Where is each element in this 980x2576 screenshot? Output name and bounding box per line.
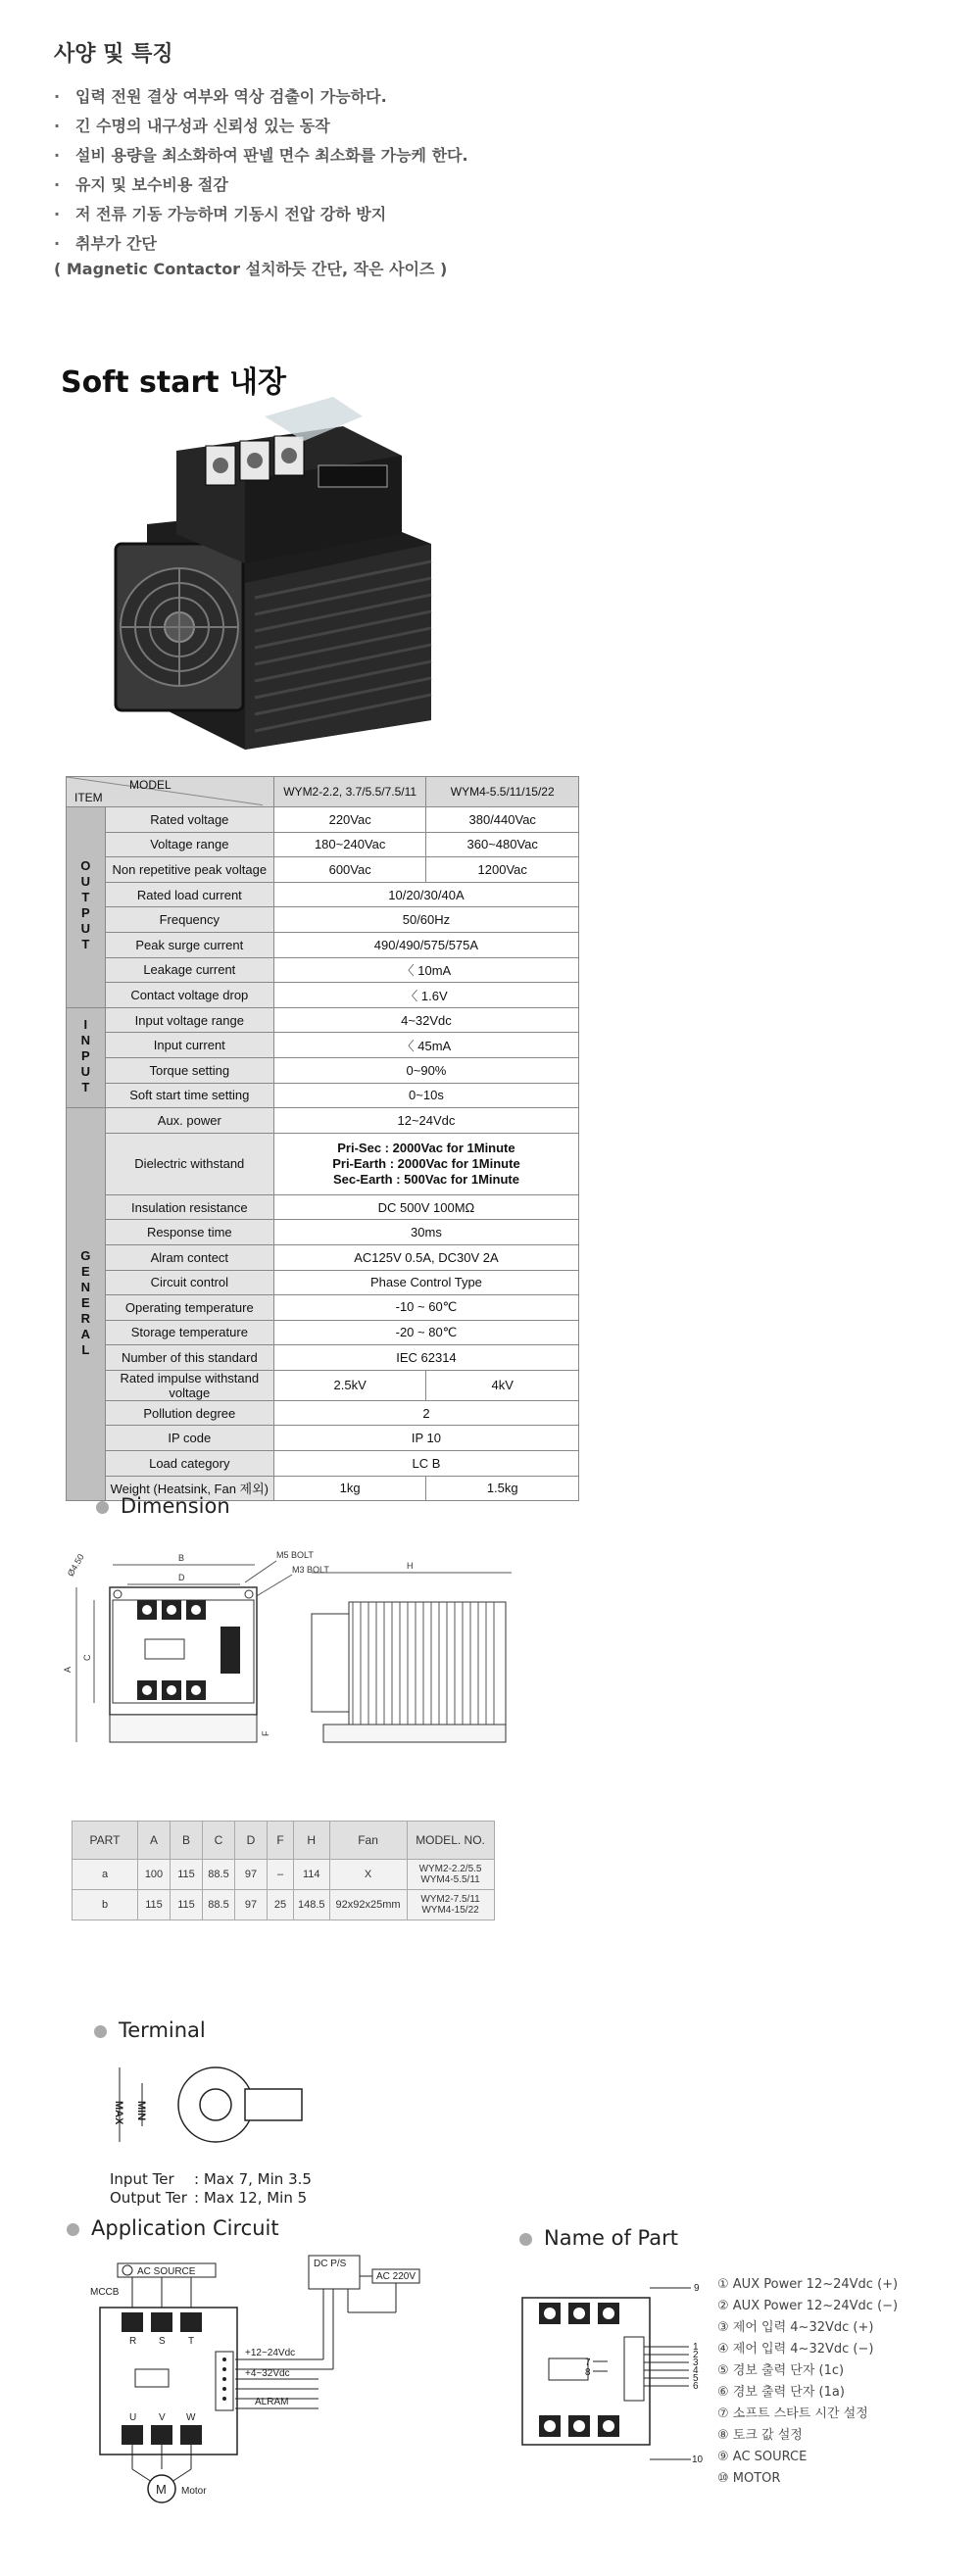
spec-value: 180~240Vac [273,832,426,857]
part-name-item: ④ 제어 입력 4~32Vdc (−) [717,2342,874,2357]
model-a-header: WYM2-2.2, 3.7/5.5/7.5/11 [273,777,426,807]
terminal-input-row [110,2170,312,2189]
spec-item: Insulation resistance [105,1194,273,1220]
dim-label-h: H [407,1561,414,1571]
spec-row [67,1320,579,1345]
terminal-r: R [129,2336,137,2347]
spec-value: 10/20/30/40A [273,882,578,907]
group-general-label: GENERAL [77,1247,93,1358]
dim-cell: 114 [294,1860,330,1890]
group-output [67,807,106,1008]
dim-cell: 115 [171,1890,203,1920]
callout-6: 6 [693,2381,699,2392]
group-output-label: OUTPUT [77,858,93,953]
feature-item [54,170,468,200]
feature-item [54,82,468,112]
feature-text: 취부가 간단 [75,234,157,253]
spec-row [67,1220,579,1245]
spec-corner-cell [67,777,274,807]
model-b-header: WYM4-5.5/11/15/22 [426,777,579,807]
dim-header: PART [73,1822,138,1860]
spec-value: 220Vac [273,807,426,833]
dim-header: MODEL. NO. [407,1822,494,1860]
part-names-list [717,2274,898,2490]
features-title: 사양 및 특징 [54,42,173,67]
spec-row [67,1295,579,1321]
dim-row [73,1890,495,1920]
spec-item: Peak surge current [105,932,273,957]
spec-row [67,1083,579,1108]
feature-text: 긴 수명의 내구성과 신뢰성 있는 동작 [75,117,330,135]
part-name-item: ① AUX Power 12~24Vdc (+) [717,2277,899,2292]
spec-row [67,1108,579,1134]
dim-cell: 97 [235,1860,268,1890]
spec-value: 〈 1.6V [273,983,578,1008]
dim-cell: 25 [268,1890,294,1920]
spec-item: Operating temperature [105,1295,273,1321]
dielectric-line: Pri-Sec : 2000Vac for 1Minute [337,1140,515,1155]
bullet-icon [94,2025,107,2038]
terminal-min-label: MIN [135,2101,147,2121]
spec-item: Storage temperature [105,1320,273,1345]
spec-value: IEC 62314 [273,1345,578,1371]
dim-header: B [171,1822,203,1860]
spec-value [273,1133,578,1194]
model-no: WYM2-7.5/11 [420,1894,480,1905]
application-title: Application Circuit [91,2216,279,2240]
dim-cell [407,1890,494,1920]
header-model-label: MODEL [129,778,172,792]
part-name-item: ③ 제어 입력 4~32Vdc (+) [717,2320,874,2335]
name-of-part-title: Name of Part [544,2226,679,2250]
terminal-output-label: Output Ter [110,2189,187,2207]
dim-cell: 115 [171,1860,203,1890]
spec-row [67,807,579,833]
spec-row [67,932,579,957]
application-circuit [88,2254,441,2508]
spec-item: Leakage current [105,957,273,983]
part-name-item: ⑧ 토크 값 설정 [717,2428,803,2443]
spec-value: -20 ~ 80℃ [273,1320,578,1345]
terminal-input-label: Input Ter [110,2170,174,2188]
features-list [54,82,468,259]
part-name-item: ⑩ MOTOR [717,2471,781,2486]
spec-item: Rated impulse withstand voltage [105,1370,273,1400]
dim-label-hole: Ø4.50 [65,1552,86,1579]
spec-row [67,1033,579,1058]
spec-value: 〈 45mA [273,1033,578,1058]
feature-text: 입력 전원 결상 여부와 역상 검출이 가능하다. [75,87,387,106]
spec-row [67,1451,579,1477]
spec-value: DC 500V 100MΩ [273,1194,578,1220]
spec-value: -10 ~ 60℃ [273,1295,578,1321]
dim-label-a: A [63,1666,73,1673]
callout-1: 1 [693,2342,699,2353]
model-no: WYM4-15/22 [421,1905,479,1916]
callout-4: 4 [693,2365,699,2376]
ac220-label: AC 220V [376,2271,416,2282]
dim-header-row [73,1822,495,1860]
dim-label-m5: M5 BOLT [276,1550,314,1560]
spec-value: 2.5kV [273,1370,426,1400]
spec-row [67,957,579,983]
dimension-drawing [59,1543,539,1778]
spec-item: Torque setting [105,1057,273,1083]
spec-item: Input voltage range [105,1007,273,1033]
ctrl-label: +4~32Vdc [245,2368,290,2379]
dim-cell: 88.5 [203,1890,235,1920]
dim-header: A [138,1822,171,1860]
bullet-icon [96,1501,109,1514]
group-input [67,1007,106,1107]
spec-row [67,882,579,907]
callout-2: 2 [693,2350,699,2360]
model-no: WYM2-2.2/5.5 [418,1864,482,1874]
feature-text: 설비 용량을 최소화하여 판넬 면수 최소화를 가능케 한다. [75,146,468,165]
spec-value: 600Vac [273,857,426,883]
callout-9: 9 [694,2283,700,2294]
knob-8-label: 8 [585,2367,591,2378]
spec-item: Pollution degree [105,1400,273,1426]
dim-header: C [203,1822,235,1860]
spec-row [67,1194,579,1220]
dim-cell: 148.5 [294,1890,330,1920]
terminal-input-value: : Max 7, Min 3.5 [194,2170,312,2188]
spec-value: IP 10 [273,1426,578,1451]
spec-item: Frequency [105,907,273,933]
dim-label-m3: M3 BOLT [292,1565,329,1575]
spec-row [67,1057,579,1083]
dim-cell: 100 [138,1860,171,1890]
dim-cell: a [73,1860,138,1890]
dim-row [73,1860,495,1890]
name-of-part-drawing [514,2278,710,2474]
spec-item: Load category [105,1451,273,1477]
spec-header-row [67,777,579,807]
product-photo [108,397,461,769]
dim-label-f: F [261,1730,270,1736]
application-heading [67,2216,279,2240]
terminal-output-row [110,2189,312,2208]
spec-item: Number of this standard [105,1345,273,1371]
terminal-v: V [159,2412,166,2423]
terminal-output-value: : Max 12, Min 5 [194,2189,308,2207]
spec-value: 2 [273,1400,578,1426]
softstart-title: Soft start 내장 [61,365,287,400]
spec-row [67,1370,579,1400]
spec-value: LC B [273,1451,578,1477]
feature-text: 유지 및 보수비용 절감 [75,175,228,194]
terminal-title: Terminal [119,2018,206,2042]
group-general [67,1108,106,1501]
dielectric-line: Pri-Earth : 2000Vac for 1Minute [332,1155,520,1171]
spec-item: Rated voltage [105,807,273,833]
group-input-label: INPUT [77,1016,93,1095]
bullet-icon: · [54,175,61,194]
callout-3: 3 [693,2357,699,2368]
spec-item: Non repetitive peak voltage [105,857,273,883]
spec-value: AC125V 0.5A, DC30V 2A [273,1244,578,1270]
spec-row [67,983,579,1008]
dim-header: D [235,1822,268,1860]
dim-cell: 97 [235,1890,268,1920]
spec-row [67,1426,579,1451]
spec-table [66,776,579,1501]
spec-item: Response time [105,1220,273,1245]
spec-row [67,1400,579,1426]
spec-value: 12~24Vdc [273,1108,578,1134]
spec-value: 1200Vac [426,857,579,883]
ac-source-label: AC SOURCE [137,2266,196,2277]
spec-row [67,857,579,883]
dim-cell: b [73,1890,138,1920]
terminal-s: S [159,2336,166,2347]
spec-value: 0~90% [273,1057,578,1083]
spec-value: 4kV [426,1370,579,1400]
terminal-w: W [186,2412,196,2423]
dim-header: H [294,1822,330,1860]
dim-cell: 88.5 [203,1860,235,1890]
model-no: WYM4-5.5/11 [420,1874,480,1885]
dimension-heading [96,1494,230,1518]
part-name-item: ⑤ 경보 출력 단자 (1c) [717,2363,845,2378]
spec-item: Aux. power [105,1108,273,1134]
dim-label-d: D [178,1573,185,1582]
spec-item: Contact voltage drop [105,983,273,1008]
spec-value: 1.5kg [426,1476,579,1501]
terminal-t: T [188,2336,195,2347]
dim-header: Fan [329,1822,407,1860]
knob-7-label: 7 [585,2357,591,2368]
terminal-max-label: MAX [113,2101,124,2125]
spec-value: Phase Control Type [273,1270,578,1295]
bullet-icon: · [54,234,61,253]
dimension-title: Dimension [121,1494,230,1518]
feature-item [54,112,468,141]
callout-10: 10 [692,2454,704,2465]
spec-item: Voltage range [105,832,273,857]
bullet-icon [67,2223,79,2236]
spec-value: 1kg [273,1476,426,1501]
dim-cell: – [268,1860,294,1890]
terminal-drawing [108,2056,314,2154]
spec-item: IP code [105,1426,273,1451]
feature-item [54,200,468,229]
dim-cell: 115 [138,1890,171,1920]
feature-item [54,141,468,170]
dim-label-b: B [178,1553,185,1563]
part-name-item: ⑨ AC SOURCE [717,2450,808,2464]
spec-row [67,1133,579,1194]
spec-item: Dielectric withstand [105,1133,273,1194]
dcps-label: DC P/S [314,2259,347,2269]
spec-row [67,1345,579,1371]
terminal-u: U [129,2412,137,2423]
spec-value: 50/60Hz [273,907,578,933]
spec-item: Soft start time setting [105,1083,273,1108]
part-name-item: ⑦ 소프트 스타트 시간 설정 [717,2406,868,2421]
dimension-table [72,1821,495,1920]
alarm-label: ALRAM [255,2397,289,2407]
spec-item: Rated load current [105,882,273,907]
terminal-heading [94,2018,206,2042]
spec-value: 0~10s [273,1083,578,1108]
dim-cell [407,1860,494,1890]
dim-label-c: C [82,1654,92,1661]
bullet-icon: · [54,205,61,223]
spec-item: Alram contect [105,1244,273,1270]
part-name-item: ⑥ 경보 출력 단자 (1a) [717,2385,845,2400]
dim-header: F [268,1822,294,1860]
name-of-part-heading [519,2226,678,2250]
dielectric-line: Sec-Earth : 500Vac for 1Minute [332,1171,519,1187]
spec-row [67,1270,579,1295]
features-note: ( Magnetic Contactor 설치하듯 간단, 작은 사이즈 ) [54,260,448,278]
dim-cell: X [329,1860,407,1890]
terminal-spec [110,2170,312,2208]
bullet-icon [519,2233,532,2246]
dim-cell: 92x92x25mm [329,1890,407,1920]
feature-item [54,229,468,259]
spec-row [67,907,579,933]
spec-value: 360~480Vac [426,832,579,857]
motor-icon: M [156,2482,167,2497]
callout-5: 5 [693,2373,699,2384]
spec-row [67,1244,579,1270]
bullet-icon: · [54,117,61,135]
bullet-icon: · [54,146,61,165]
spec-row [67,832,579,857]
aux-label: +12~24Vdc [245,2348,296,2358]
part-name-item: ② AUX Power 12~24Vdc (−) [717,2299,899,2313]
spec-item: Weight (Heatsink, Fan 제외) [105,1476,273,1501]
header-item-label: ITEM [74,791,103,804]
spec-row [67,1007,579,1033]
spec-item: Input current [105,1033,273,1058]
spec-value: 4~32Vdc [273,1007,578,1033]
spec-item: Circuit control [105,1270,273,1295]
mccb-label: MCCB [90,2287,120,2298]
motor-label: Motor [181,2486,207,2497]
bullet-icon: · [54,87,61,106]
spec-value: 490/490/575/575A [273,932,578,957]
spec-value: 〈 10mA [273,957,578,983]
spec-value: 30ms [273,1220,578,1245]
spec-value: 380/440Vac [426,807,579,833]
feature-text: 저 전류 기동 가능하며 기동시 전압 강하 방지 [75,205,387,223]
